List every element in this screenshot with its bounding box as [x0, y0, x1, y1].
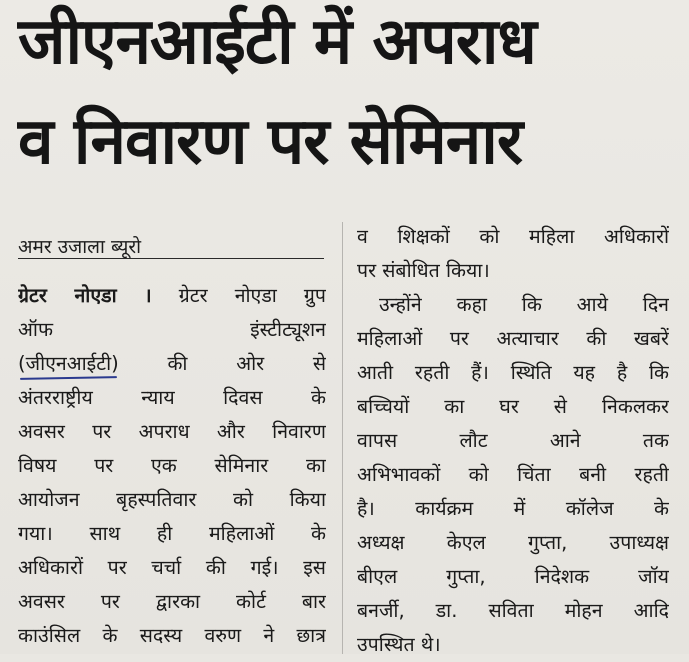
dateline: ग्रेटर नोएडा ।	[18, 284, 152, 307]
byline-rule	[18, 258, 324, 259]
article-line: बीएल गुप्ता, निदेशक जॉय	[357, 565, 669, 588]
article-text: की ओर से	[167, 352, 326, 375]
article-line: विषय पर एक सेमिनार का	[18, 454, 326, 477]
article-line: अभिभावकों को चिंता बनी रहती	[357, 463, 669, 486]
article-line: अध्यक्ष केएल गुप्ता, उपाध्यक्ष	[357, 531, 669, 554]
article-line: व शिक्षकों को महिला अधिकारों	[357, 225, 669, 248]
article-line: आयोजन बृहस्पतिवार को किया	[18, 488, 326, 511]
article-text: ग्रेटर नोएडा ग्रुप	[178, 284, 326, 307]
gnit-underlined-text: (जीएनआईटी)	[18, 347, 119, 381]
column-divider	[342, 222, 343, 654]
article-line	[18, 347, 326, 381]
article-line: अवसर पर अपराध और निवारण	[18, 420, 326, 443]
article-line: अंतरराष्ट्रीय न्याय दिवस के	[18, 386, 326, 409]
article-line	[18, 279, 326, 313]
byline: अमर उजाला ब्यूरो	[18, 236, 142, 258]
article-line: अवसर पर द्वारका कोर्ट बार	[18, 590, 326, 613]
article-line: गया। साथ ही महिलाओं के	[18, 522, 326, 545]
article-line: है। कार्यक्रम में कॉलेज के	[357, 497, 669, 520]
article-line: महिलाओं पर अत्याचार की खबरें	[357, 327, 669, 350]
article-line: आती रहती हैं। स्थिति यह है कि	[357, 361, 669, 384]
article-column-left	[18, 279, 326, 653]
article-line: उपस्थित थे।	[357, 633, 441, 656]
article-line: ऑफ इंस्टीट्यूशन	[18, 318, 326, 341]
article-line: पर संबोधित किया।	[357, 259, 490, 282]
article-line: बच्चियों का घर से निकलकर	[357, 395, 669, 418]
article-line: काउंसिल के सदस्य वरुण ने छात्र	[18, 624, 326, 647]
article-line: बनर्जी, डा. सविता मोहन आदि	[357, 599, 669, 622]
article-column-right	[357, 220, 669, 662]
article-line: उन्होंने कहा कि आये दिन	[379, 293, 669, 316]
article-line: अधिकारों पर चर्चा की गई। इस	[18, 556, 326, 579]
headline-line-2: व निवारण पर सेमिनार	[18, 105, 523, 179]
article-line: वापस लौट आने तक	[357, 429, 669, 452]
headline-line-1: जीएनआईटी में अपराध	[18, 5, 536, 79]
